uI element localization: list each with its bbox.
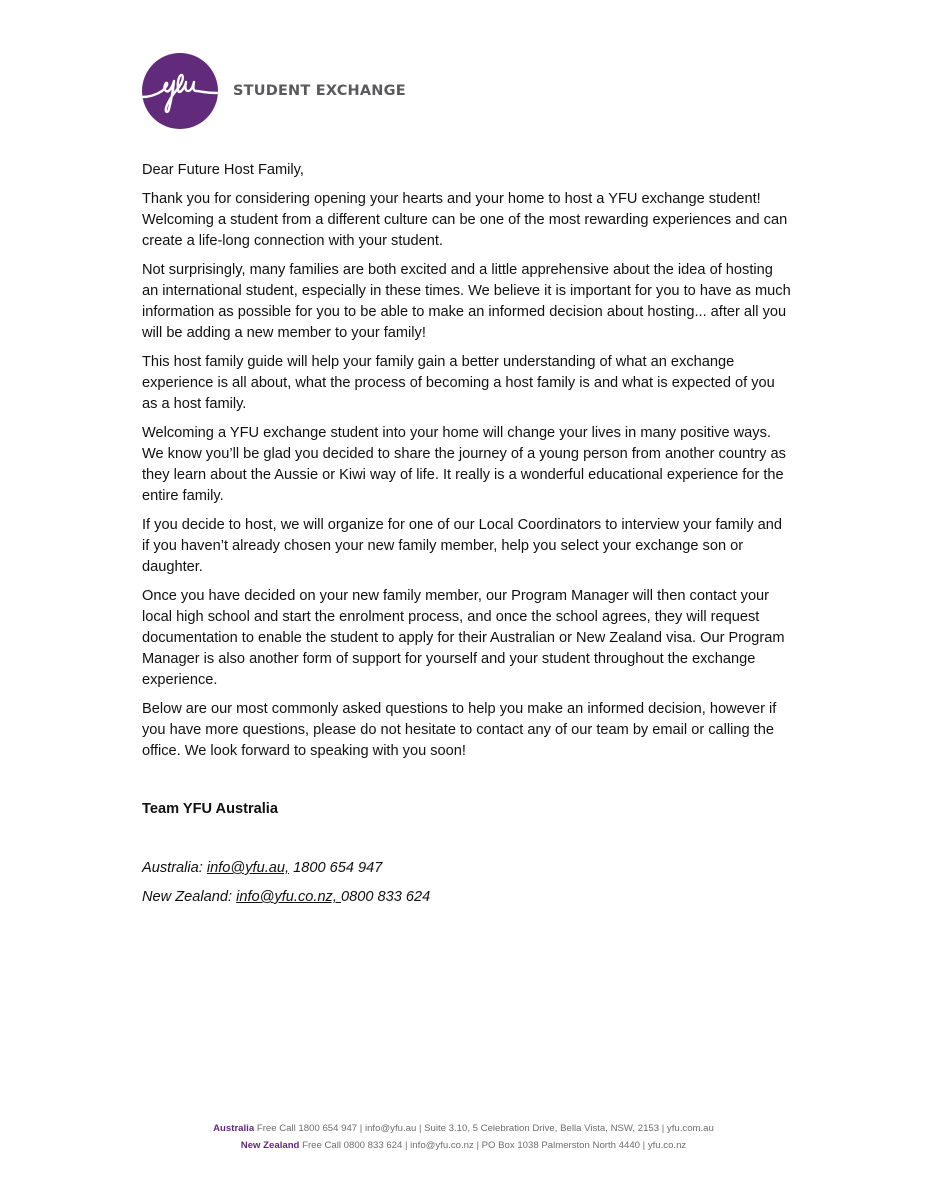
yfu-logo: [142, 53, 218, 129]
footer: [0, 1121, 927, 1154]
paragraph: This host family guide will help your family gain a better understanding of what an exchange experience is all about, what the process of becoming a host family is and what is expected of you as a host family.: [142, 354, 775, 412]
tagline: STUDENT EXCHANGE: [233, 83, 406, 99]
email-link-australia[interactable]: info@yfu.au,: [206, 860, 290, 876]
contact-label: Australia:: [142, 860, 207, 876]
footer-details: Free Call 0800 833 624 | info@yfu.co.nz | PO Box 1038 Palmerston North 4440 | yfu.co.nz: [299, 1139, 687, 1151]
footer-line-new-zealand: [0, 1138, 927, 1155]
paragraph: Thank you for considering opening your hearts and your home to host a YFU exchange student! Welcoming a student from a different culture can be one of the most rewarding experiences and can create a life-long connection with your student.: [142, 191, 788, 249]
signoff: Team YFU Australia: [142, 801, 278, 817]
footer-details: Free Call 1800 654 947 | info@yfu.au | Suite 3.10, 5 Celebration Drive, Bella Vista, NSW, 2153 | yfu.com.au: [254, 1123, 714, 1134]
footer-region: Australia: [213, 1123, 255, 1134]
footer-region: New Zealand: [240, 1139, 300, 1151]
paragraph: Below are our most commonly asked questions to help you make an informed decision, however if you have more questions, please do not hesitate to contact any of our team by email or calling the office. We look forward to speaking with you soon!: [142, 701, 777, 759]
paragraph: Welcoming a YFU exchange student into your home will change your lives in many positive ways. We know you’ll be glad you decided to share the journey of a young person from another country as they learn about the Aussie or Kiwi way of life. It really is a wonderful educational experience for the entire family.: [142, 425, 786, 504]
letter-body: [142, 160, 792, 916]
contact-australia: [142, 858, 792, 879]
email-link-new-zealand[interactable]: info@yfu.co.nz,: [236, 889, 341, 905]
contact-label: New Zealand:: [142, 889, 237, 905]
paragraph: Once you have decided on your new family member, our Program Manager will then contact your local high school and start the enrolment process, and once the school agrees, they will request documentation to enable the student to apply for their Australian or New Zealand visa. Our Program Manager is also another form of support for yourself and your student throughout the exchange experience.: [142, 588, 785, 688]
paragraph: If you decide to host, we will organize for one of our Local Coordinators to interview your family and if you haven’t already chosen your new family member, help you select your exchange son or daughter.: [142, 517, 783, 575]
contact-new-zealand: [142, 887, 792, 908]
contact-phone: 0800 833 624: [340, 889, 431, 905]
salutation: Dear Future Host Family,: [142, 162, 304, 178]
contact-phone: 1800 654 947: [289, 860, 383, 876]
paragraph: Not surprisingly, many families are both excited and a little apprehensive about the idea of hosting an international student, especially in these times. We believe it is important for you to have as much information as possible for you to be able to make an informed decision about hosting... after all you will be adding a new member to your family!: [142, 262, 791, 341]
yfu-script-logo-icon: [142, 53, 218, 129]
letterhead: [142, 53, 406, 129]
footer-line-australia: [0, 1121, 927, 1138]
